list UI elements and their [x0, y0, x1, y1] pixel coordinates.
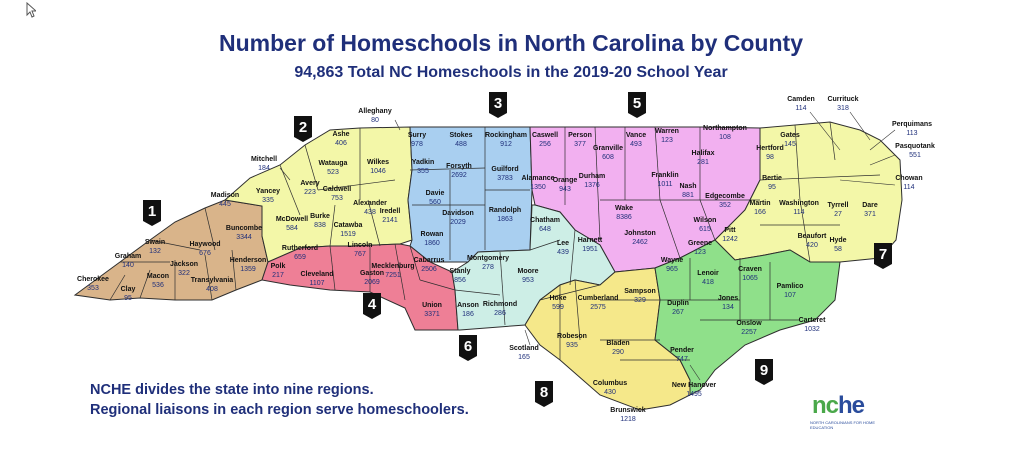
county-value: 186: [462, 311, 474, 318]
county-value: 353: [87, 285, 99, 292]
county-name: Perquimans: [891, 121, 933, 128]
region-badge-1: [143, 200, 161, 226]
county-name: Warren: [655, 128, 679, 135]
county-name: Bladen: [606, 340, 630, 347]
county-label-perquimans: [892, 121, 932, 137]
region-badge-3: [489, 92, 507, 118]
county-value: 1359: [240, 266, 256, 273]
county-name: Montgomery: [467, 255, 509, 262]
note-line-1: NCHE divides the state into nine regions.: [90, 382, 374, 398]
county-name: Stanly: [449, 268, 471, 275]
county-value: 8386: [616, 214, 632, 221]
county-name: Yancey: [255, 188, 281, 195]
county-value: 322: [178, 270, 190, 277]
county-value: 113: [906, 130, 918, 137]
county-name: Union: [422, 302, 442, 309]
county-name: Brunswick: [610, 407, 646, 414]
county-name: Caswell: [531, 132, 559, 139]
region-badge-2: [294, 116, 312, 142]
county-name: Iredell: [379, 208, 401, 215]
county-value: 767: [354, 251, 366, 258]
county-name: Martin: [749, 200, 771, 207]
county-value: 123: [661, 137, 673, 144]
county-value: 753: [331, 195, 343, 202]
county-label-scotland: [509, 345, 539, 361]
badge-number: 5: [632, 95, 642, 112]
county-name: Yadkin: [411, 159, 435, 166]
region-badge-9: [755, 359, 773, 385]
region-1-area: [75, 200, 268, 300]
county-value: 2029: [450, 219, 466, 226]
county-name: Alleghany: [358, 108, 392, 115]
region-badge-7: [874, 243, 892, 269]
county-value: 406: [335, 140, 347, 147]
county-value: 352: [719, 202, 731, 209]
county-value: 856: [454, 277, 466, 284]
badge-number: 8: [539, 384, 549, 401]
county-name: Currituck: [827, 96, 859, 103]
county-name: Davie: [425, 190, 445, 197]
county-name: Greene: [687, 240, 713, 247]
county-name: Hyde: [829, 237, 847, 244]
map-subtitle: 94,863 Total NC Homeschools in the 2019-20 School Year: [294, 64, 728, 81]
county-value: 290: [612, 349, 624, 356]
county-name: Washington: [779, 200, 819, 207]
county-name: Henderson: [229, 257, 267, 264]
county-value: 838: [314, 222, 326, 229]
county-name: Graham: [114, 253, 142, 260]
county-value: 2141: [382, 217, 398, 224]
county-value: 445: [219, 201, 231, 208]
county-value: 140: [122, 262, 134, 269]
county-value: 1350: [530, 184, 546, 191]
county-value: 1107: [309, 280, 325, 287]
county-value: 256: [539, 141, 551, 148]
county-value: 438: [364, 209, 376, 216]
county-name: Northampton: [703, 125, 747, 132]
county-name: Randolph: [488, 207, 522, 214]
county-name: Wilson: [693, 217, 717, 224]
county-value: 608: [602, 154, 614, 161]
county-name: Duplin: [667, 300, 689, 307]
county-value: 2462: [632, 239, 648, 246]
region-badge-6: [459, 335, 477, 361]
county-label-camden: [787, 96, 815, 112]
county-name: Surry: [407, 132, 427, 139]
county-value: 145: [784, 141, 796, 148]
county-value: 1065: [742, 275, 758, 282]
county-name: Jackson: [169, 261, 199, 268]
county-name: Wayne: [660, 257, 684, 264]
county-value: 1046: [370, 168, 386, 175]
county-value: 1011: [657, 181, 673, 188]
county-value: 286: [494, 310, 506, 317]
county-value: 659: [294, 254, 306, 261]
region-badge-5: [628, 92, 646, 118]
county-name: Tyrrell: [827, 202, 849, 209]
county-name: Gates: [780, 132, 800, 139]
county-name: Alamance: [521, 175, 555, 182]
county-name: Jones: [717, 295, 739, 302]
county-name: Guilford: [491, 166, 519, 173]
county-name: Craven: [738, 266, 762, 273]
county-name: Edgecombe: [705, 193, 745, 200]
county-value: 1376: [584, 182, 600, 189]
county-name: Chowan: [895, 175, 923, 182]
county-value: 371: [864, 211, 876, 218]
county-value: 27: [834, 211, 842, 218]
county-name: Scotland: [509, 345, 539, 352]
county-value: 95: [768, 184, 776, 191]
county-name: Robeson: [557, 333, 587, 340]
county-name: Pamlico: [776, 283, 804, 290]
county-name: Rockingham: [484, 132, 528, 139]
county-value: 2506: [421, 266, 437, 273]
county-name: Pender: [670, 347, 694, 354]
region-badge-8: [535, 381, 553, 407]
badge-number: 2: [298, 119, 308, 136]
county-label-brunswick: [610, 407, 646, 423]
county-value: 1218: [620, 416, 636, 423]
county-name: McDowell: [275, 216, 309, 223]
map-title: Number of Homeschools in North Carolina by County: [219, 30, 803, 56]
county-value: 3344: [236, 234, 252, 241]
badge-number: 6: [463, 338, 473, 355]
county-value: 560: [429, 199, 441, 206]
county-name: Granville: [593, 145, 623, 152]
county-value: 7251: [385, 272, 401, 279]
badge-number: 7: [878, 246, 888, 263]
county-name: Anson: [457, 302, 479, 309]
county-name: Harnett: [577, 237, 603, 244]
badge-number: 3: [493, 95, 503, 112]
county-name: Gaston: [359, 270, 385, 277]
county-value: 648: [539, 226, 551, 233]
county-value: 2692: [451, 172, 467, 179]
county-value: 335: [262, 197, 274, 204]
county-name: Haywood: [189, 241, 221, 248]
county-value: 551: [909, 152, 921, 159]
county-name: Transylvania: [190, 277, 234, 284]
note-line-2: Regional liaisons in each region serve homeschoolers.: [90, 402, 469, 418]
county-value: 80: [371, 117, 379, 124]
county-name: Wilkes: [366, 159, 390, 166]
county-name: Polk: [270, 263, 286, 270]
county-value: 281: [697, 159, 709, 166]
county-label-carteret: [799, 317, 827, 333]
county-value: 114: [793, 209, 805, 216]
county-value: 408: [206, 286, 218, 293]
county-value: 430: [604, 389, 616, 396]
county-name: Richmond: [482, 301, 518, 308]
badge-number: 9: [759, 362, 769, 379]
county-value: 107: [784, 292, 796, 299]
county-name: Vance: [625, 132, 647, 139]
county-name: Davidson: [442, 210, 474, 217]
county-name: Beaufort: [797, 233, 827, 240]
county-value: 881: [682, 192, 694, 199]
county-name: Cumberland: [577, 295, 619, 302]
county-name: Mecklenburg: [371, 263, 415, 270]
county-value: 599: [552, 304, 564, 311]
county-name: Durham: [578, 173, 606, 180]
county-value: 318: [837, 105, 849, 112]
county-name: Buncombe: [225, 225, 263, 232]
county-name: Watauga: [318, 160, 348, 167]
county-label-pasquotank: [895, 143, 935, 159]
county-value: 420: [806, 242, 818, 249]
county-value: 1951: [582, 246, 598, 253]
logo-text-a: nc: [812, 392, 839, 419]
county-name: Swain: [144, 239, 166, 246]
county-name: Wake: [614, 205, 634, 212]
county-name: Halifax: [691, 150, 715, 157]
county-name: Johnston: [624, 230, 656, 237]
county-value: 377: [574, 141, 586, 148]
county-name: Pitt: [724, 227, 736, 234]
county-name: Alexander: [353, 200, 387, 207]
county-name: Nash: [679, 183, 697, 190]
county-value: 584: [286, 225, 298, 232]
badge-number: 1: [147, 203, 157, 220]
county-name: Mitchell: [250, 156, 278, 163]
county-value: 329: [634, 297, 646, 304]
county-name: Caldwell: [322, 186, 352, 193]
county-value: 439: [557, 249, 569, 256]
county-name: Chatham: [530, 217, 560, 224]
county-name: Clay: [120, 286, 136, 293]
county-value: 134: [722, 304, 734, 311]
county-value: 2069: [364, 279, 380, 286]
county-value: 493: [630, 141, 642, 148]
county-value: 217: [272, 272, 284, 279]
county-name: Columbus: [592, 380, 628, 387]
county-value: 1519: [340, 231, 356, 238]
county-name: Bertie: [762, 175, 782, 182]
county-value: 108: [719, 134, 731, 141]
county-name: New Hanover: [671, 382, 717, 389]
county-name: Dare: [862, 202, 878, 209]
region-note: [90, 380, 469, 420]
county-value: 95: [124, 295, 132, 302]
county-name: Madison: [210, 192, 240, 199]
county-value: 355: [417, 168, 429, 175]
county-value: 166: [754, 209, 766, 216]
county-name: Rowan: [420, 231, 444, 238]
county-label-alleghany: [358, 108, 392, 124]
county-value: 1242: [722, 236, 738, 243]
county-name: Lee: [556, 240, 570, 247]
nche-logo: [812, 392, 864, 420]
county-value: 58: [834, 246, 842, 253]
county-value: 935: [566, 342, 578, 349]
county-value: 123: [694, 249, 706, 256]
county-name: Carteret: [798, 317, 826, 324]
county-value: 114: [903, 184, 915, 191]
county-value: 267: [672, 309, 684, 316]
county-value: 953: [522, 277, 534, 284]
county-name: Franklin: [651, 172, 679, 179]
logo-tagline: NORTH CAROLINIANS FOR HOME EDUCATION: [810, 420, 876, 430]
county-name: Cherokee: [77, 276, 109, 283]
county-value: 1032: [804, 326, 820, 333]
county-value: 965: [666, 266, 678, 273]
county-name: Avery: [300, 180, 320, 187]
county-value: 184: [258, 165, 270, 172]
county-name: Cleveland: [300, 271, 334, 278]
region-badge-4: [363, 293, 381, 319]
county-value: 978: [411, 141, 423, 148]
county-name: Burke: [310, 213, 330, 220]
logo-text-b: he: [838, 392, 865, 419]
county-name: Pasquotank: [895, 143, 935, 150]
county-value: 418: [702, 279, 714, 286]
county-name: Hertford: [756, 145, 784, 152]
county-name: Person: [568, 132, 592, 139]
county-value: 1495: [686, 391, 702, 398]
county-name: Forsyth: [446, 163, 472, 170]
badge-number: 4: [367, 296, 377, 313]
county-name: Macon: [146, 273, 170, 280]
county-value: 3783: [497, 175, 513, 182]
county-value: 1860: [424, 240, 440, 247]
county-value: 114: [795, 105, 807, 112]
county-name: Ashe: [332, 131, 350, 138]
county-value: 2257: [741, 329, 757, 336]
county-value: 488: [455, 141, 467, 148]
county-value: 943: [559, 186, 571, 193]
county-value: 747: [676, 356, 688, 363]
county-value: 2575: [590, 304, 606, 311]
county-name: Moore: [517, 268, 539, 275]
county-name: Sampson: [624, 288, 656, 295]
county-name: Camden: [787, 96, 815, 103]
county-name: Cabarrus: [413, 257, 445, 264]
county-value: 523: [327, 169, 339, 176]
county-name: Catawba: [333, 222, 363, 229]
county-name: Rutherford: [281, 245, 319, 252]
county-label-currituck: [827, 96, 858, 112]
county-value: 278: [482, 264, 494, 271]
county-name: Orange: [552, 177, 578, 184]
county-value: 223: [304, 189, 316, 196]
county-value: 132: [149, 248, 161, 255]
county-name: Stokes: [449, 132, 473, 139]
county-value: 165: [518, 354, 530, 361]
county-value: 536: [152, 282, 164, 289]
county-value: 676: [199, 250, 211, 257]
county-value: 912: [500, 141, 512, 148]
county-value: 1863: [497, 216, 513, 223]
county-name: Onslow: [736, 320, 762, 327]
county-value: 98: [766, 154, 774, 161]
county-value: 3371: [424, 311, 440, 318]
county-name: Hoke: [549, 295, 567, 302]
county-name: Lincoln: [347, 242, 373, 249]
county-name: Lenoir: [697, 270, 719, 277]
county-value: 615: [699, 226, 711, 233]
